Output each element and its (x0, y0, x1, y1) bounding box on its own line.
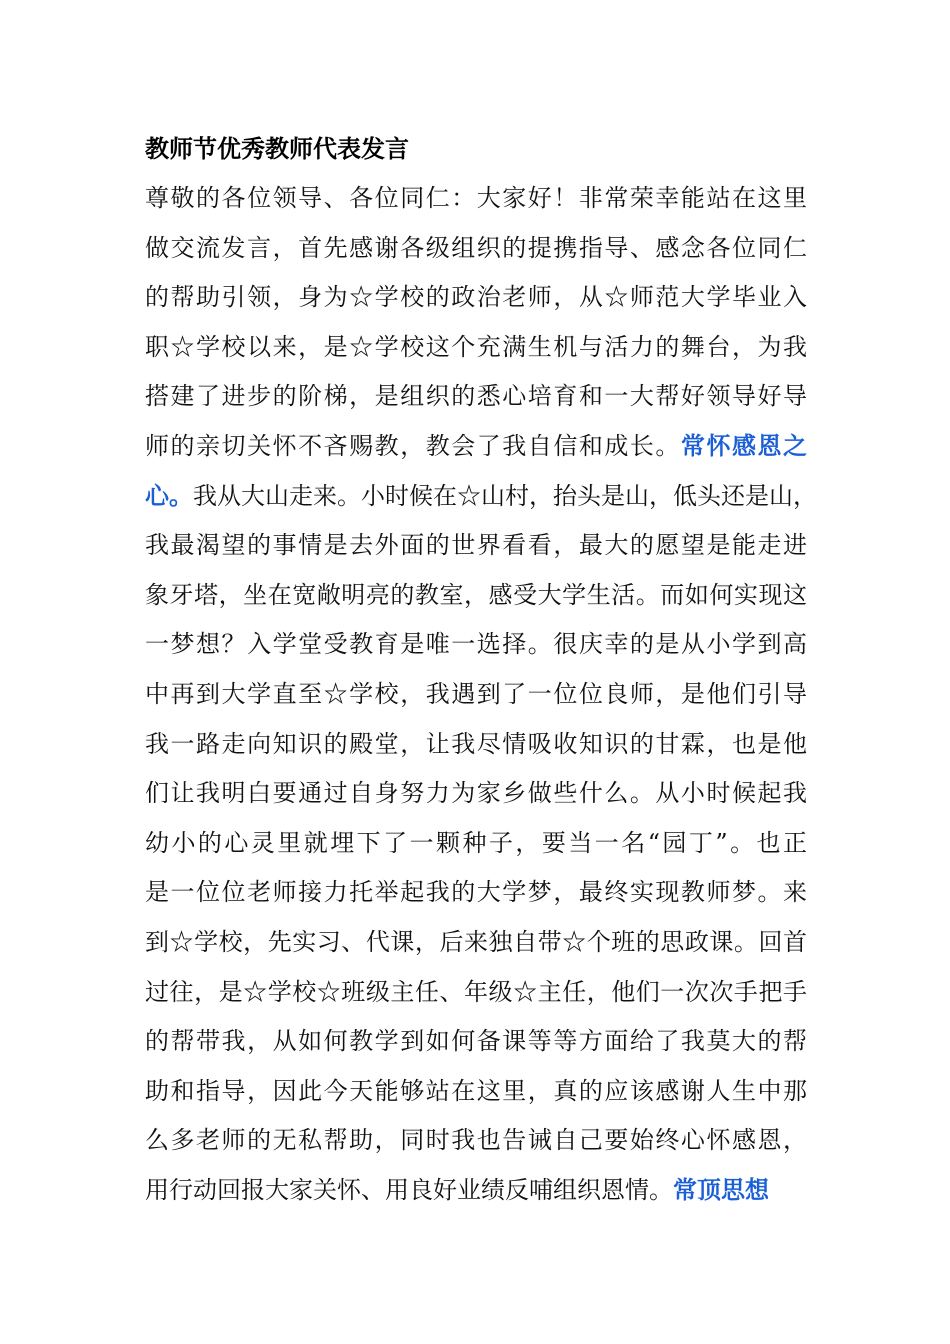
line-text: 是一位位老师接力托举起我的大学梦，最终实现教师梦。来 (145, 878, 807, 907)
line-text: 一梦想？入学堂受教育是唯一选择。很庆幸的是从小学到高 (145, 630, 807, 659)
document-title: 教师节优秀教师代表发言 (145, 134, 409, 163)
paragraph-line (145, 527, 807, 563)
paragraph-line (145, 478, 817, 514)
line-text: 我从大山走来。小时候在☆山村，抬头是山，低头还是山， (193, 481, 817, 510)
paragraph-line (145, 775, 807, 811)
paragraph-line (145, 825, 807, 861)
line-text: 做交流发言，首先感谢各级组织的提携指导、感念各位同仁 (145, 233, 807, 262)
line-text: 职☆学校以来，是☆学校这个充满生机与活力的舞台，为我 (145, 332, 807, 361)
line-text: 象牙塔，坐在宽敞明亮的教室，感受大学生活。而如何实现这 (145, 580, 807, 609)
line-text: 幼小的心灵里就埋下了一颗种子，要当一名“园丁”。也正 (145, 828, 807, 857)
line-text: 我一路走向知识的殿堂，让我尽情吸收知识的甘霖，也是他 (145, 729, 807, 758)
paragraph-line (145, 230, 807, 266)
line-text: 的帮带我，从如何教学到如何备课等等方面给了我莫大的帮 (145, 1027, 807, 1056)
line-text: 么多老师的无私帮助，同时我也告诫自己要始终心怀感恩， (145, 1126, 807, 1155)
paragraph-line (145, 1172, 807, 1208)
line-text: 过往，是☆学校☆班级主任、年级☆主任，他们一次次手把手 (145, 977, 807, 1006)
paragraph-line (145, 1023, 807, 1059)
paragraph-line (145, 378, 807, 414)
line-text: 到☆学校，先实习、代课，后来独自带☆个班的思政课。回首 (145, 928, 807, 956)
line-text: 师的亲切关怀不吝赐教，教会了我自信和成长。 (145, 432, 681, 460)
line-text: 用行动回报大家关怀、用良好业绩反哺组织恩情。 (145, 1176, 673, 1204)
paragraph-line (145, 924, 807, 960)
paragraph-line (145, 676, 807, 712)
paragraph-line (145, 874, 807, 910)
line-text: 的帮助引领，身为☆学校的政治老师，从☆师范大学毕业入 (145, 283, 807, 312)
paragraph-line (145, 974, 807, 1010)
paragraph-line (145, 726, 807, 762)
line-text: 中再到大学直至☆学校，我遇到了一位位良师，是他们引导 (145, 680, 807, 708)
paragraph-line (145, 180, 807, 216)
paragraph-line (145, 428, 807, 464)
paragraph-line (145, 626, 807, 662)
paragraph-line (145, 1073, 807, 1109)
paragraph-line (145, 329, 807, 365)
paragraph-line (145, 1122, 807, 1158)
paragraph-line (145, 577, 807, 613)
line-text: 尊敬的各位领导、各位同仁：大家好！非常荣幸能站在这里 (145, 184, 807, 212)
highlight-heading: 常怀感恩之 (680, 431, 808, 460)
highlight-heading: 心。 (145, 480, 193, 510)
paragraph-line (145, 279, 807, 315)
line-text: 们让我明白要通过自身努力为家乡做些什么。从小时候起我 (145, 779, 807, 808)
line-text: 我最渴望的事情是去外面的世界看看，最大的愿望是能走进 (145, 531, 807, 560)
line-text: 搭建了进步的阶梯，是组织的悉心培育和一大帮好领导好导 (145, 382, 807, 411)
line-text: 助和指导，因此今天能够站在这里，真的应该感谢人生中那 (145, 1076, 807, 1105)
highlight-heading: 常顶思想 (673, 1175, 769, 1204)
